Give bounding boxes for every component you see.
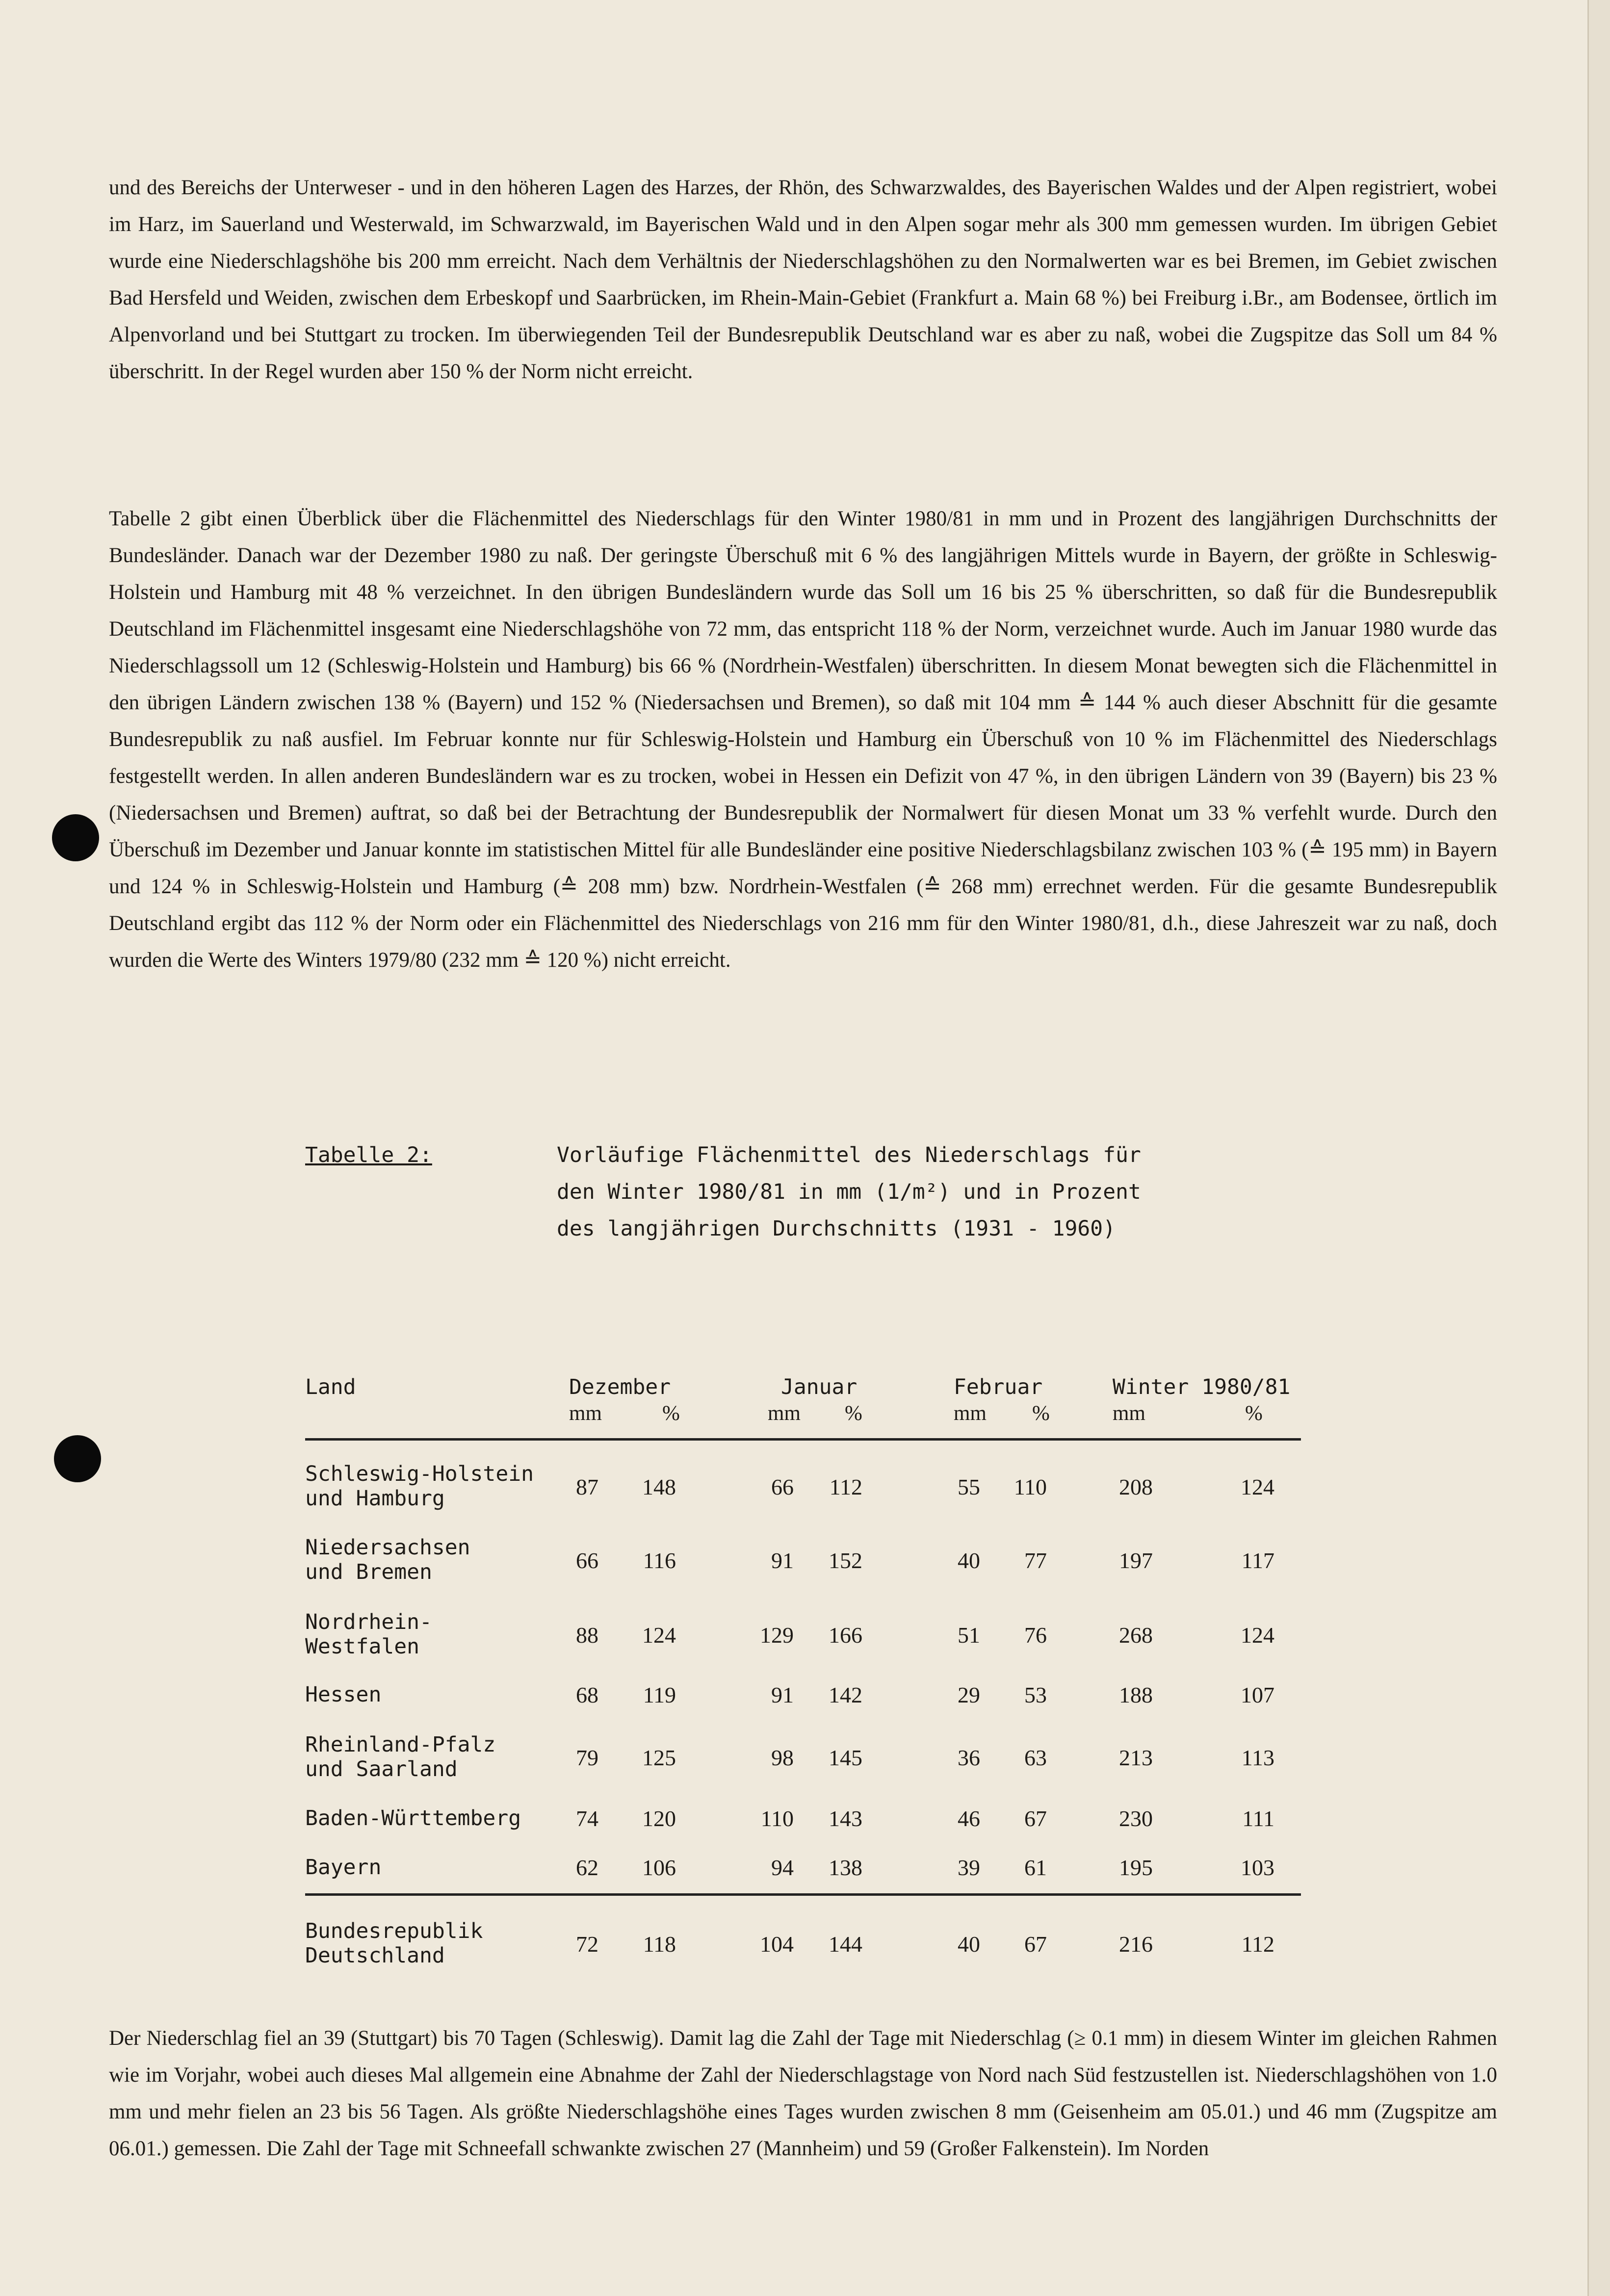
table-row-4-jan-mm: 91 (771, 1682, 794, 1707)
table-row-1-feb-mm: 55 (958, 1474, 980, 1499)
table-row-6-dez-mm: 74 (576, 1806, 598, 1831)
table-row-3-dez-pct: 124 (642, 1623, 676, 1648)
table-row-6-jan-pct: 143 (829, 1806, 862, 1831)
table-row-3-feb-mm: 51 (958, 1623, 980, 1648)
header-januar: Januar (781, 1375, 857, 1399)
table-row-3-win-mm: 268 (1119, 1623, 1153, 1648)
table-row-1-win-pct: 124 (1241, 1474, 1274, 1499)
table-row-7-land-line-1: Bayern (305, 1855, 382, 1880)
table-row-7-win-pct: 103 (1241, 1855, 1274, 1880)
table-row-2-feb-mm: 40 (958, 1548, 980, 1573)
table-row-1-dez-pct: 148 (642, 1474, 676, 1499)
table-row-7-dez-pct: 106 (642, 1855, 676, 1880)
table-row-6-jan-mm: 110 (760, 1806, 794, 1831)
table-row-6-feb-mm: 46 (958, 1806, 980, 1831)
paragraph-3: Der Niederschlag fiel an 39 (Stuttgart) bis 70 Tagen (Schleswig). Damit lag die Zahl der Tage mit Niederschlag (≥ 0.1 mm) in diesem Winter im gleichen Rahmen wie im Vorjahr, wobei auch dieses Mal allgemein eine Abnahme der Zahl der Niederschlagstage von Nord nach Süd festzustellen ist. Niederschlagshöhen von 1.0 mm und mehr fielen an 23 bis 56 Tagen. Als größte Niederschlagshöhe eines Tages wurden zwischen 8 mm (Geisenheim am 05.01.) und 46 mm (Zugspitze am 06.01.) gemessen. Die Zahl der Tage mit Schneefall schwankte zwischen 27 (Mannheim) und 59 (Großer Falkenstein). Im Norden (109, 2027, 1497, 2160)
table-row-7-jan-mm: 94 (771, 1855, 794, 1880)
table-row-6-land-line-1: Baden-Württemberg (305, 1806, 521, 1831)
table-row-1-land (305, 1462, 534, 1511)
unit-win-mm: mm (1113, 1402, 1145, 1425)
table-row-1-win-mm: 208 (1119, 1474, 1153, 1499)
table-row-5-jan-mm: 98 (771, 1745, 794, 1770)
table-row-5-win-mm: 213 (1119, 1745, 1153, 1770)
table-row-7-feb-pct: 61 (1024, 1855, 1047, 1880)
table-row-5-jan-pct: 145 (829, 1745, 862, 1770)
table-row-5-win-pct: 113 (1241, 1745, 1274, 1770)
table-row-2-win-pct: 117 (1241, 1548, 1274, 1573)
table-row-2-dez-pct: 116 (643, 1548, 676, 1573)
table-row-5-feb-pct: 63 (1024, 1745, 1047, 1770)
table-row-4-feb-mm: 29 (958, 1682, 980, 1707)
unit-dez-mm: mm (569, 1402, 602, 1425)
table-caption-label: Tabelle 2: (305, 1143, 432, 1167)
table-row-1-feb-pct: 110 (1013, 1474, 1047, 1499)
caption-line-1: Vorläufige Flächenmittel des Niederschlags für (557, 1143, 1141, 1167)
table-row-3-jan-pct: 166 (829, 1623, 862, 1648)
table-row-4-land-line-1: Hessen (305, 1682, 382, 1707)
unit-feb-pct: % (1032, 1402, 1050, 1425)
table-row-total-dez-mm: 72 (576, 1932, 598, 1957)
header-februar: Februar (954, 1375, 1043, 1399)
table-row-5-dez-mm: 79 (576, 1745, 598, 1770)
table-row-total-win-mm: 216 (1119, 1932, 1153, 1957)
table-row-7-jan-pct: 138 (829, 1855, 862, 1880)
table-row-total-feb-pct: 67 (1024, 1932, 1047, 1957)
page-edge (1587, 0, 1610, 2296)
table-row-6-dez-pct: 120 (642, 1806, 676, 1831)
table-row-2-jan-pct: 152 (829, 1548, 862, 1573)
table-row-total-land-line-2: Deutschland (305, 1943, 445, 1968)
table-row-3-dez-mm: 88 (576, 1623, 598, 1648)
table-row-4-jan-pct: 142 (829, 1682, 862, 1707)
table-row-7-dez-mm: 62 (576, 1855, 598, 1880)
table-row-3-feb-pct: 76 (1024, 1623, 1047, 1648)
table-caption (557, 1137, 1244, 1247)
table-row-2-win-mm: 197 (1119, 1548, 1153, 1573)
unit-feb-mm: mm (954, 1402, 987, 1425)
table-row-total-land-line-1: Bundesrepublik (305, 1919, 483, 1943)
header-land: Land (305, 1375, 356, 1399)
table-row-7-land (305, 1855, 381, 1880)
table-row-total-land (305, 1919, 483, 1968)
table-row-total-jan-pct: 144 (829, 1932, 862, 1957)
table-row-5-dez-pct: 125 (642, 1745, 676, 1770)
table-row-2-land-line-2: und Bremen (305, 1560, 432, 1584)
table-row-6-land (305, 1806, 521, 1831)
table-row-1-land-line-1: Schleswig-Holstein (305, 1462, 534, 1486)
table-row-1-jan-pct: 112 (829, 1474, 862, 1499)
header-winter: Winter 1980/81 (1113, 1375, 1291, 1399)
punch-hole-upper (52, 814, 99, 861)
table-row-5-feb-mm: 36 (958, 1745, 980, 1770)
table-row-3-jan-mm: 129 (760, 1623, 794, 1648)
table-row-2-land-line-1: Niedersachsen (305, 1535, 470, 1560)
paragraph-1: und des Bereichs der Unterweser - und in den höheren Lagen des Harzes, der Rhön, des Schwarzwaldes, des Bayerischen Waldes und der Alpen registriert, wobei im Harz, im Sauerland und Westerwald, im Schwarzwald, im Bayerischen Wald und in den Alpen sogar mehr als 300 mm gemessen wurden. Im übrigen Gebiet wurde eine Niederschlagshöhe bis 200 mm erreicht. Nach dem Verhältnis der Niederschlagshöhen zu den Normalwerten war es bei Bremen, im Gebiet zwischen Bad Hersfeld und Weiden, zwischen dem Erbeskopf und Saarbrücken, im Rhein-Main-Gebiet (Frankfurt a. Main 68 %) bei Freiburg i.Br., am Bodensee, örtlich im Alpenvorland und bei Stuttgart zu trocken. Im überwiegenden Teil der Bundesrepublik Deutschland war es aber zu naß, wobei die Zugspitze das Soll um 84 % überschritt. In der Regel wurden aber 150 % der Norm nicht erreicht. (109, 176, 1497, 383)
table-row-1-dez-mm: 87 (576, 1474, 598, 1499)
table-row-4-dez-mm: 68 (576, 1682, 598, 1707)
table-row-6-feb-pct: 67 (1024, 1806, 1047, 1831)
table-row-7-feb-mm: 39 (958, 1855, 980, 1880)
table-row-6-win-pct: 111 (1242, 1806, 1274, 1831)
table-row-2-land (305, 1535, 470, 1584)
table-row-3-win-pct: 124 (1241, 1623, 1274, 1648)
unit-jan-mm: mm (768, 1402, 801, 1425)
caption-line-3: des langjährigen Durchschnitts (1931 - 1960) (557, 1216, 1116, 1241)
unit-dez-pct: % (662, 1402, 680, 1425)
table-row-2-dez-mm: 66 (576, 1548, 598, 1573)
header-dezember: Dezember (569, 1375, 671, 1399)
table-row-4-win-pct: 107 (1241, 1682, 1274, 1707)
table-row-5-land-line-1: Rheinland-Pfalz (305, 1732, 496, 1757)
table-row-1-jan-mm: 66 (771, 1474, 794, 1499)
table-row-3-land-line-2: Westfalen (305, 1634, 419, 1659)
unit-jan-pct: % (845, 1402, 862, 1425)
table-row-3-land-line-1: Nordrhein- (305, 1610, 432, 1634)
table-row-4-dez-pct: 119 (643, 1682, 676, 1707)
table-row-total-dez-pct: 118 (643, 1932, 676, 1957)
table-row-3-land (305, 1610, 432, 1659)
caption-line-2: den Winter 1980/81 in mm (1/m²) und in Prozent (557, 1180, 1141, 1204)
table-row-4-land (305, 1682, 381, 1707)
table-row-total-win-pct: 112 (1241, 1932, 1274, 1957)
table-row-6-win-mm: 230 (1119, 1806, 1153, 1831)
table-row-4-win-mm: 188 (1119, 1682, 1153, 1707)
table-row-5-land (305, 1732, 495, 1781)
table-row-4-feb-pct: 53 (1024, 1682, 1047, 1707)
header-rule (305, 1438, 1301, 1441)
table-row-total-feb-mm: 40 (958, 1932, 980, 1957)
table-row-1-land-line-2: und Hamburg (305, 1486, 445, 1511)
table-row-total-jan-mm: 104 (760, 1932, 794, 1957)
table-row-5-land-line-2: und Saarland (305, 1757, 458, 1781)
paragraph-2: Tabelle 2 gibt einen Überblick über die Flächenmittel des Niederschlags für den Winter 1980/81 in mm und in Prozent des langjährigen Durchschnitts der Bundesländer. Danach war der Dezember 1980 zu naß. Der geringste Überschuß mit 6 % des langjährigen Mittels wurde in Bayern, der größte in Schleswig-Holstein und Hamburg mit 48 % verzeichnet. In den übrigen Bundesländern wurde das Soll um 16 bis 25 % überschritten, so daß für die Bundesrepublik Deutschland im Flächenmittel insgesamt eine Niederschlagshöhe von 72 mm, das entspricht 118 % der Norm, verzeichnet wurde. Auch im Januar 1980 wurde das Niederschlagssoll um 12 (Schleswig-Holstein und Hamburg) bis 66 % (Nordrhein-Westfalen) überschritten. In diesem Monat bewegten sich die Flächenmittel in den übrigen Ländern zwischen 138 % (Bayern) und 152 % (Niedersachsen und Bremen), so daß mit 104 mm ≙ 144 % auch dieser Abschnitt für die gesamte Bundesrepublik zu naß ausfiel. Im Februar konnte nur für Schleswig-Holstein und Hamburg ein Überschuß von 10 % im Flächenmittel des Niederschlags festgestellt werden. In allen anderen Bundesländern war es zu trocken, wobei in Hessen ein Defizit von 47 %, in den übrigen Ländern von 39 (Bayern) bis 23 % (Niedersachsen und Bremen) auftrat, so daß bei der Betrachtung der Bundesrepublik der Normalwert für diesen Monat um 33 % verfehlt wurde. Durch den Überschuß im Dezember und Januar konnte im statistischen Mittel für alle Bundesländer eine positive Niederschlagsbilanz zwischen 103 % (≙ 195 mm) in Bayern und 124 % in Schleswig-Holstein und Hamburg (≙ 208 mm) bzw. Nordrhein-Westfalen (≙ 268 mm) errechnet werden. Für die gesamte Bundesrepublik Deutschland ergibt das 112 % der Norm oder ein Flächenmittel des Niederschlags von 216 mm für den Winter 1980/81, d.h., diese Jahreszeit war zu naß, doch wurden die Werte des Winters 1979/80 (232 mm ≙ 120 %) nicht erreicht. (109, 507, 1497, 972)
table-row-2-feb-pct: 77 (1024, 1548, 1047, 1573)
punch-hole-lower (54, 1435, 101, 1482)
table-row-2-jan-mm: 91 (771, 1548, 794, 1573)
unit-win-pct: % (1245, 1402, 1263, 1425)
table-row-7-win-mm: 195 (1119, 1855, 1153, 1880)
total-rule (305, 1893, 1301, 1896)
